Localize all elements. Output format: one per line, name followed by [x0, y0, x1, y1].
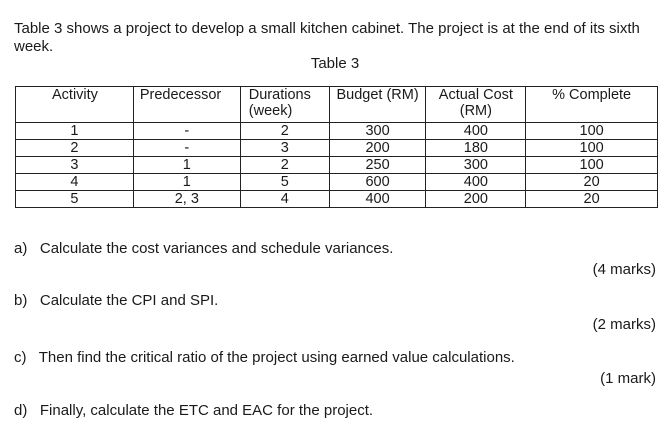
- table-row: [16, 157, 658, 174]
- header-percent-complete: % Complete: [526, 87, 658, 123]
- marks-b: (2 marks): [592, 316, 656, 333]
- table-cell: -: [133, 140, 240, 157]
- table-cell: 2: [16, 140, 134, 157]
- table-cell: 300: [426, 157, 526, 174]
- table-cell: 20: [526, 174, 658, 191]
- table-cell: 20: [526, 191, 658, 208]
- question-d: [14, 402, 373, 419]
- table-cell: 100: [526, 123, 658, 140]
- table-cell: 180: [426, 140, 526, 157]
- project-table: [15, 86, 658, 208]
- question-label: d): [14, 402, 28, 419]
- table-cell: 3: [240, 140, 329, 157]
- marks-c: (1 mark): [600, 370, 656, 387]
- table-cell: 1: [133, 174, 240, 191]
- header-predecessor: Predecessor: [133, 87, 240, 123]
- table-row: [16, 140, 658, 157]
- question-text: Finally, calculate the ETC and EAC for the project.: [39, 402, 374, 419]
- question-text: Calculate the cost variances and schedule variances.: [39, 240, 394, 257]
- table-cell: 100: [526, 140, 658, 157]
- table-header-row: [16, 87, 658, 123]
- table-cell: -: [133, 123, 240, 140]
- question-text: Calculate the CPI and SPI.: [39, 292, 219, 309]
- table-cell: 400: [426, 123, 526, 140]
- table-cell: 5: [16, 191, 134, 208]
- header-budget: Budget (RM): [329, 87, 426, 123]
- question-label: a): [14, 240, 28, 257]
- question-label: c): [14, 349, 27, 366]
- header-activity: Activity: [16, 87, 134, 123]
- table-cell: 2, 3: [133, 191, 240, 208]
- table-row: [16, 191, 658, 208]
- intro-paragraph: Table 3 shows a project to develop a small kitchen cabinet. The project is at the end of its sixth week.: [14, 20, 640, 55]
- table-cell: 300: [329, 123, 426, 140]
- table-cell: 2: [240, 123, 329, 140]
- table-cell: 1: [133, 157, 240, 174]
- question-b: [14, 292, 218, 309]
- table-row: [16, 174, 658, 191]
- table-cell: 100: [526, 157, 658, 174]
- table-caption: Table 3: [310, 55, 360, 72]
- table-cell: 400: [426, 174, 526, 191]
- question-c: [14, 349, 515, 366]
- table-cell: 600: [329, 174, 426, 191]
- table-cell: 250: [329, 157, 426, 174]
- question-a: [14, 240, 393, 257]
- header-durations: Durations (week): [240, 87, 329, 123]
- table-cell: 400: [329, 191, 426, 208]
- table-cell: 2: [240, 157, 329, 174]
- table-cell: 4: [240, 191, 329, 208]
- header-actual-cost: Actual Cost (RM): [426, 87, 526, 123]
- table-row: [16, 123, 658, 140]
- question-label: b): [14, 292, 28, 309]
- table-cell: 200: [426, 191, 526, 208]
- question-text: Then find the critical ratio of the project using earned value calculations.: [38, 349, 515, 366]
- table-cell: 3: [16, 157, 134, 174]
- table-cell: 1: [16, 123, 134, 140]
- table-cell: 4: [16, 174, 134, 191]
- table-cell: 200: [329, 140, 426, 157]
- marks-a: (4 marks): [592, 261, 656, 278]
- table-cell: 5: [240, 174, 329, 191]
